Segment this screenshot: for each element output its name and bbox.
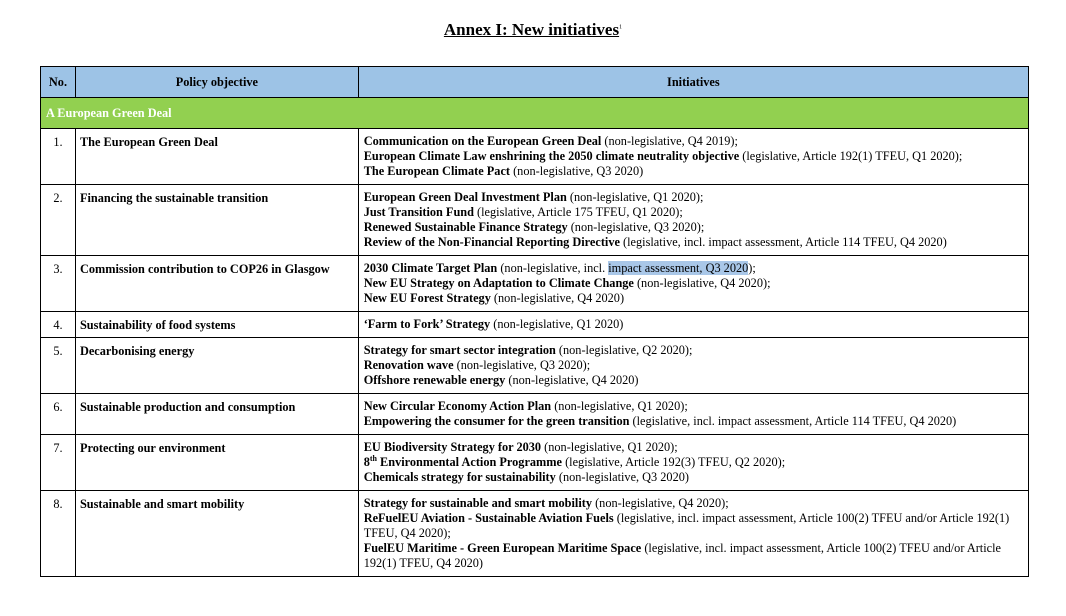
initiative-title: ReFuelEU Aviation - Sustainable Aviation Fuels: [363, 511, 614, 525]
initiatives-cell: [358, 312, 1028, 338]
policy-objective: Sustainability of food systems: [75, 312, 358, 338]
initiative-item: [364, 261, 1024, 276]
initiative-detail: (non-legislative, Q4 2020): [505, 373, 639, 387]
document-title: [0, 20, 1066, 40]
table-row: [41, 394, 1029, 435]
initiative-detail: (non-legislative, Q3 2020);: [453, 358, 591, 372]
table-row: [41, 256, 1029, 312]
row-number: 2.: [41, 185, 76, 256]
initiative-detail: (legislative, incl. impact assessment, Article 114 TFEU, Q4 2020): [629, 414, 957, 428]
section-row: [41, 98, 1029, 129]
policy-objective: Decarbonising energy: [75, 338, 358, 394]
initiative-item: [364, 414, 1024, 429]
initiative-item: [364, 134, 1024, 149]
initiative-item: [364, 317, 1024, 332]
initiative-title: Empowering the consumer for the green transition: [363, 414, 630, 428]
policy-objective: Protecting our environment: [75, 435, 358, 491]
initiative-item: [364, 358, 1024, 373]
initiative-title: ‘Farm to Fork’ Strategy: [363, 317, 491, 331]
initiative-detail: (non-legislative, incl.: [497, 261, 609, 275]
initiative-detail: (legislative, incl. impact assessment, Article 100(2) TFEU and/or Article 192(1) TFEU, Q4 2020);: [363, 511, 1010, 540]
initiatives-cell: [358, 256, 1028, 312]
initiative-title: European Green Deal Investment Plan: [363, 190, 567, 204]
initiative-title-ordinal: th: [369, 453, 377, 463]
initiative-detail: (non-legislative, Q4 2020);: [633, 276, 771, 290]
row-number: 3.: [41, 256, 76, 312]
initiative-detail: (non-legislative, Q4 2020);: [592, 496, 729, 510]
initiative-title: New EU Strategy on Adaptation to Climate Change: [363, 276, 634, 290]
policy-objective: Financing the sustainable transition: [75, 185, 358, 256]
initiative-item: [364, 235, 1024, 250]
initiative-detail: (non-legislative, Q4 2020): [490, 291, 625, 305]
header-row: [41, 67, 1029, 98]
initiative-item: [364, 220, 1024, 235]
policy-objective: Sustainable and smart mobility: [75, 491, 358, 577]
policy-objective: The European Green Deal: [75, 129, 358, 185]
initiatives-table: [40, 66, 1029, 577]
initiative-detail: (non-legislative, Q2 2020);: [555, 343, 693, 357]
initiative-item: [364, 276, 1024, 291]
initiative-title: Renewed Sustainable Finance Strategy: [363, 220, 568, 234]
initiative-detail: (legislative, incl. impact assessment, Article 100(2) TFEU and/or Article 192(1) TFEU, Q4 2020): [363, 541, 1001, 570]
initiative-detail: (non-legislative, Q3 2020): [510, 164, 644, 178]
initiative-item: [364, 440, 1024, 455]
policy-objective: Sustainable production and consumption: [75, 394, 358, 435]
initiative-title: New Circular Economy Action Plan: [363, 399, 552, 413]
initiative-item: [364, 455, 1024, 470]
policy-objective: Commission contribution to COP26 in Glasgow: [75, 256, 358, 312]
initiative-title: [364, 455, 562, 469]
row-number: 5.: [41, 338, 76, 394]
header-no: No.: [41, 67, 76, 98]
initiatives-cell: [358, 185, 1028, 256]
initiative-item: [364, 190, 1024, 205]
initiative-item: [364, 149, 1024, 164]
initiative-title: Strategy for smart sector integration: [363, 343, 556, 357]
initiative-item: [364, 205, 1024, 220]
row-number: 7.: [41, 435, 76, 491]
initiative-title: Renovation wave: [363, 358, 454, 372]
selected-text-highlight[interactable]: impact assessment, Q3 2020: [608, 261, 749, 275]
initiative-item: [364, 470, 1024, 485]
initiative-detail: (non-legislative, Q1 2020);: [566, 190, 704, 204]
initiative-item: [364, 496, 1024, 511]
initiatives-cell: [358, 394, 1028, 435]
table-row: [41, 129, 1029, 185]
initiative-title-number: 8: [363, 455, 370, 469]
initiative-title: Strategy for sustainable and smart mobility: [363, 496, 592, 510]
initiative-detail: (non-legislative, Q1 2020);: [541, 440, 678, 454]
initiative-detail: (non-legislative, Q1 2020);: [551, 399, 688, 413]
initiative-detail: (legislative, incl. impact assessment, Article 114 TFEU, Q4 2020): [619, 235, 947, 249]
table-row: [41, 338, 1029, 394]
initiative-detail: (non-legislative, Q3 2020): [555, 470, 689, 484]
header-policy-objective: Policy objective: [75, 67, 358, 98]
row-number: 4.: [41, 312, 76, 338]
initiative-title: Offshore renewable energy: [363, 373, 506, 387]
initiative-title: Communication on the European Green Deal: [363, 134, 602, 148]
row-number: 1.: [41, 129, 76, 185]
table-row: [41, 312, 1029, 338]
initiative-item: [364, 343, 1024, 358]
initiative-title: European Climate Law enshrining the 2050 climate neutrality objective: [363, 149, 740, 163]
initiative-detail: (non-legislative, Q3 2020);: [567, 220, 705, 234]
initiative-item: [364, 399, 1024, 414]
table-row: [41, 491, 1029, 577]
row-number: 6.: [41, 394, 76, 435]
initiative-title-text: Environmental Action Programme: [376, 455, 562, 469]
initiative-title: Review of the Non-Financial Reporting Directive: [363, 235, 620, 249]
initiative-detail: (non-legislative, Q4 2019);: [601, 134, 738, 148]
initiatives-cell: [358, 129, 1028, 185]
initiatives-cell: [358, 491, 1028, 577]
initiatives-cell: [358, 338, 1028, 394]
header-initiatives: Initiatives: [358, 67, 1028, 98]
initiatives-cell: [358, 435, 1028, 491]
initiative-title: EU Biodiversity Strategy for 2030: [363, 440, 542, 454]
footnote-mark: 1: [619, 24, 623, 31]
initiative-title: Just Transition Fund: [363, 205, 474, 219]
initiative-detail: (legislative, Article 192(3) TFEU, Q2 2020);: [562, 455, 786, 469]
document-title-text: Annex I: New initiatives: [443, 20, 620, 39]
initiative-detail: (non-legislative, Q1 2020): [490, 317, 624, 331]
initiative-item: [364, 164, 1024, 179]
initiative-detail: (legislative, Article 192(1) TFEU, Q1 2020);: [739, 149, 963, 163]
section-title: A European Green Deal: [41, 98, 1029, 129]
initiative-title: New EU Forest Strategy: [363, 291, 491, 305]
initiative-detail: (legislative, Article 175 TFEU, Q1 2020);: [473, 205, 683, 219]
initiative-item: [364, 373, 1024, 388]
initiative-title: The European Climate Pact: [363, 164, 511, 178]
row-number: 8.: [41, 491, 76, 577]
initiative-title: 2030 Climate Target Plan: [363, 261, 498, 275]
table-row: [41, 435, 1029, 491]
initiative-title: FuelEU Maritime - Green European Maritime Space: [363, 541, 642, 555]
initiative-item: [364, 511, 1024, 541]
table-row: [41, 185, 1029, 256]
initiative-title: Chemicals strategy for sustainability: [363, 470, 556, 484]
initiative-item: [364, 291, 1024, 306]
initiative-detail-end: );: [748, 261, 756, 275]
initiative-item: [364, 541, 1024, 571]
